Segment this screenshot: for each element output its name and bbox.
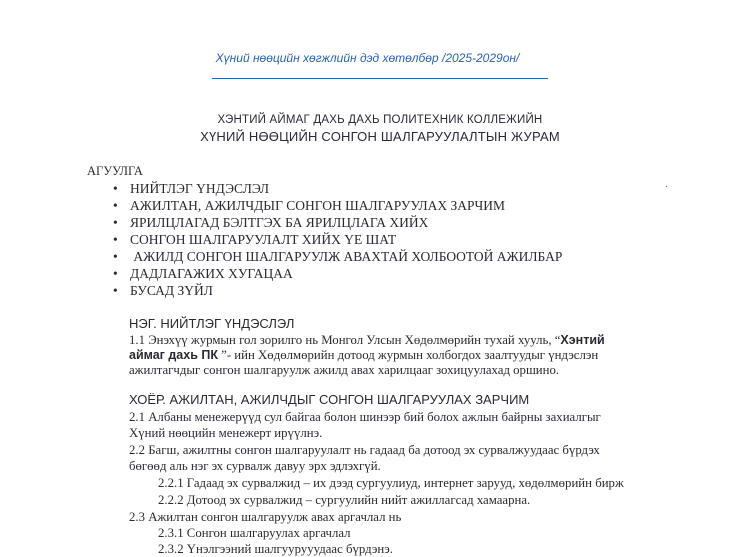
bullet-icon: •: [113, 215, 118, 230]
toc-item-label: ЯРИЛЦЛАГАД БЭЛТГЭХ БА ЯРИЛЦЛАГА ХИЙХ: [130, 215, 429, 230]
toc-item: [113, 248, 562, 265]
toc-item-label: АЖИЛД СОНГОН ШАЛГАРУУЛЖ АВАХТАЙ ХОЛБООТОЙ АЖИЛБАР: [130, 249, 563, 264]
stray-mark: ·: [665, 182, 668, 191]
table-of-contents: [113, 180, 562, 299]
bullet-icon: •: [113, 249, 118, 264]
toc-item: [113, 214, 562, 231]
toc-item-label: НИЙТЛЭГ ҮНДЭСЛЭЛ: [130, 181, 270, 196]
section-1-heading: НЭГ. НИЙТЛЭГ ҮНДЭСЛЭЛ: [129, 316, 295, 331]
section-2-heading: ХОЁР. АЖИЛТАН, АЖИЛЧДЫГ СОНГОН ШАЛГАРУУЛАХ ЗАРЧИМ: [129, 392, 530, 407]
paragraph-bold-text: аймаг дахь ПК: [129, 348, 218, 362]
bullet-icon: •: [113, 232, 118, 247]
paragraph-2-1-line-2: Хүний нөөцийн менежерт ирүүлнэ.: [129, 426, 323, 440]
toc-item: [113, 180, 562, 197]
toc-item: [113, 197, 562, 214]
bullet-icon: •: [113, 283, 118, 298]
document-title: ХҮНИЙ НӨӨЦИЙН СОНГОН ШАЛГАРУУЛАЛТЫН ЖУРАМ: [200, 129, 560, 144]
bullet-icon: •: [113, 198, 118, 213]
paragraph-1-1-line-2: [129, 348, 598, 363]
toc-item: [113, 265, 562, 282]
toc-item: [113, 282, 562, 299]
document-subtitle: Хүний нөөцийн хөгжлийн дэд хөтөлбөр /2025-2029он/: [215, 51, 520, 65]
toc-item-label: СОНГОН ШАЛГАРУУЛАЛТ ХИЙХ ҮЕ ШАТ: [130, 232, 397, 247]
toc-item: [113, 231, 562, 248]
paragraph-text: 1.1 Энэхүү журмын гол зорилго нь Монгол Улсын Хөдөлмөрийн тухай хууль, “: [129, 333, 561, 347]
paragraph-2-3-2: 2.3.2 Үнэлгээний шалгуурууудаас бүрдэнэ.: [158, 542, 393, 556]
paragraph-2-3: 2.3 Ажилтан сонгон шалгаруулж авах аргачлал нь: [129, 510, 402, 524]
toc-item-label: ДАДЛАГАЖИХ ХУГАЦАА: [130, 266, 293, 281]
paragraph-2-2-1: 2.2.1 Гадаад эх сурвалжид – их дээд сургуулиуд, интернет зарууд, хөдөлмөрийн бирж: [158, 476, 624, 490]
organization-name: ХЭНТИЙ АЙМАГ ДАХЬ ДАХЬ ПОЛИТЕХНИК КОЛЛЕЖИЙН: [217, 114, 543, 126]
bullet-icon: •: [113, 181, 118, 196]
toc-item-label: БУСАД ЗҮЙЛ: [130, 283, 213, 298]
paragraph-bold-text: Хэнтий: [560, 333, 605, 347]
paragraph-text: ”- ийн Хөдөлмөрийн дотоод журмын холбогдох заалтуудыг үндэслэн: [217, 348, 599, 362]
subtitle-underline: [212, 78, 548, 79]
paragraph-2-2-line-1: 2.2 Багш, ажилтны сонгон шалгаруулалт нь гадаад ба дотоод эх сурвалжуудаас бүрдэх: [129, 443, 600, 457]
toc-item-label: АЖИЛТАН, АЖИЛЧДЫГ СОНГОН ШАЛГАРУУЛАХ ЗАРЧИМ: [130, 198, 506, 213]
paragraph-2-2-2: 2.2.2 Дотоод эх сурвалжид – сургуулийн нийт ажиллагсад хамаарна.: [158, 493, 531, 507]
toc-label: АГУУЛГА: [87, 164, 143, 178]
paragraph-2-3-1: 2.3.1 Сонгон шалгаруулах аргачлал: [158, 526, 351, 540]
bullet-icon: •: [113, 266, 118, 281]
paragraph-1-1-line-1: [129, 333, 605, 348]
paragraph-2-1-line-1: 2.1 Албаны менежерүүд сул байгаа болон шинээр бий болох ажлын байрны захиалгыг: [129, 410, 601, 424]
paragraph-2-2-line-2: бөгөөд аль нэг эх сурвалж давуу эрх эдлэхгүй.: [129, 459, 381, 473]
paragraph-1-1-line-3: ажилтагчдыг сонгон шалгаруулж ажилд авах харилцааг зохицуулахад оршино.: [129, 363, 560, 377]
